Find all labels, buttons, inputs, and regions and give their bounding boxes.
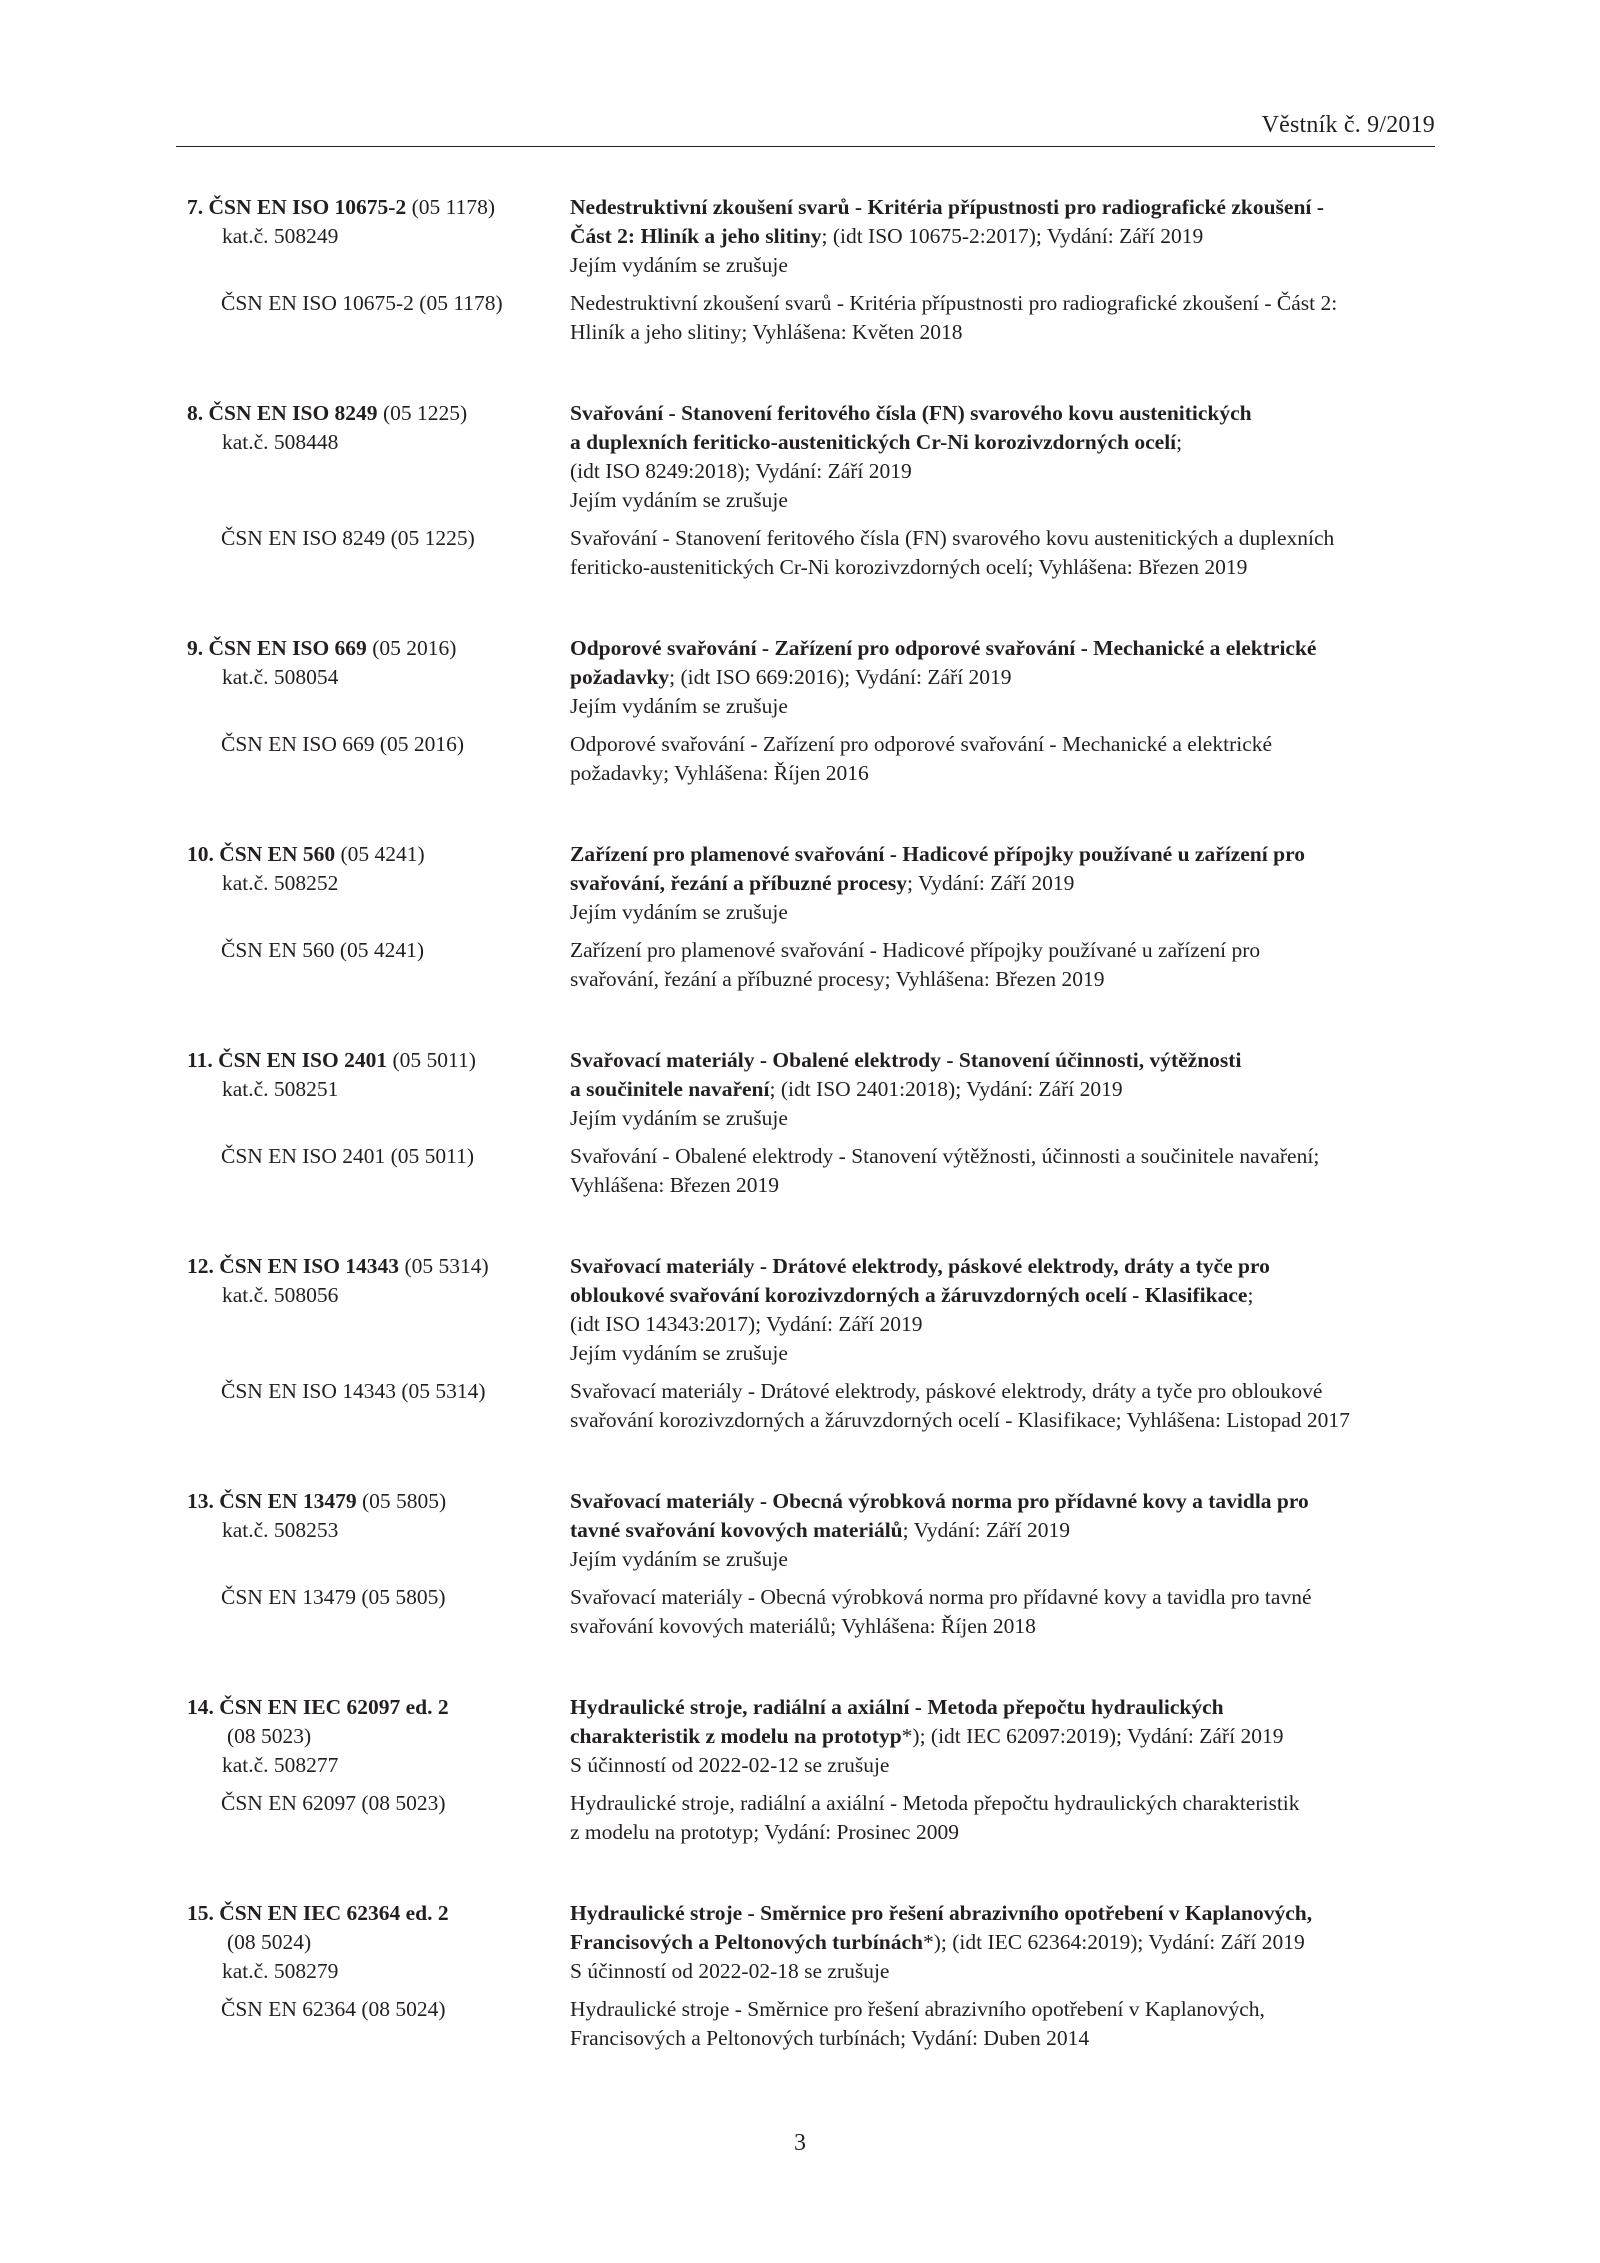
standard-classification: (05 5805) [356,1489,447,1513]
replaced-standard-code: ČSN EN 62364 (08 5024) [221,1997,446,2021]
description-text: *); (idt IEC 62364:2019); Vydání: Září 2019 [922,1930,1305,1954]
replaced-standard-code: ČSN EN ISO 669 (05 2016) [221,732,465,756]
standard-number-line [187,840,570,869]
new-standard-id [187,634,570,721]
description-text: Jejím vydáním se zrušuje [570,1547,788,1571]
replaced-standard-row [187,289,1435,347]
description-line [570,1751,1435,1780]
standard-classification: (08 5023) [227,1724,312,1748]
new-standard-description [570,634,1435,721]
standard-classification: (08 5024) [227,1930,312,1954]
replaced-standard-description [570,936,1435,994]
description-text: S účinností od 2022-02-12 se zrušuje [570,1753,890,1777]
description-line [570,1928,1435,1957]
standard-entry [187,193,1435,347]
description-text: (idt ISO 8249:2018); Vydání: Září 2019 [570,459,912,483]
description-line: Vyhlášena: Březen 2019 [570,1173,779,1197]
replaced-standard-code: ČSN EN 13479 (05 5805) [221,1585,446,1609]
standard-entry [187,1046,1435,1200]
standard-number-line [187,1046,570,1075]
replaced-standard-id [187,1789,570,1847]
replaced-standard-description [570,1995,1435,2053]
standard-number-line [187,1693,570,1722]
standard-code: 15. ČSN EN IEC 62364 ed. 2 [187,1901,449,1925]
replaced-standard-id [187,289,570,347]
description-line [570,222,1435,251]
description-line [570,399,1435,428]
replaced-standard-row [187,524,1435,582]
new-standard-row [187,1487,1435,1574]
new-standard-row [187,1046,1435,1133]
replaced-standard-id [187,1377,570,1435]
description-line: Nedestruktivní zkoušení svarů - Kritéria přípustnosti pro radiografické zkoušení - Část 2: [570,291,1338,315]
replaced-standard-description [570,1377,1435,1435]
new-standard-row [187,193,1435,280]
description-line: svařování, řezání a příbuzné procesy; Vyhlášena: Březen 2019 [570,967,1105,991]
standard-title: a součinitele navaření [570,1077,770,1101]
description-text: ; (idt ISO 669:2016); Vydání: Září 2019 [669,665,1012,689]
description-line [570,1957,1435,1986]
replaced-standard-description [570,524,1435,582]
description-line [570,1693,1435,1722]
new-standard-description [570,399,1435,515]
description-text: ; (idt ISO 2401:2018); Vydání: Září 2019 [769,1077,1123,1101]
standard-number-line [187,193,570,222]
description-line [570,486,1435,515]
standard-number-line [187,1252,570,1281]
description-line: požadavky; Vyhlášena: Říjen 2016 [570,761,869,785]
new-standard-description [570,1693,1435,1780]
standard-title: Svařovací materiály - Obecná výrobková norma pro přídavné kovy a tavidla pro [570,1489,1309,1513]
description-line [570,1339,1435,1368]
standard-code: 14. ČSN EN IEC 62097 ed. 2 [187,1695,449,1719]
description-text: ; Vydání: Září 2019 [902,1518,1071,1542]
description-text: Jejím vydáním se zrušuje [570,1106,788,1130]
description-line [570,634,1435,663]
replaced-standard-code: ČSN EN 560 (05 4241) [221,938,425,962]
description-line [570,428,1435,457]
description-text: ; [1176,430,1183,454]
replaced-standard-code: ČSN EN 62097 (08 5023) [221,1791,446,1815]
catalog-number: kat.č. 508251 [222,1077,339,1101]
new-standard-row [187,634,1435,721]
description-text: ; Vydání: Září 2019 [907,871,1075,895]
standard-title: Část 2: Hliník a jeho slitiny [570,224,822,248]
new-standard-id [187,840,570,927]
catalog-number: kat.č. 508448 [222,430,339,454]
description-text: ; [1247,1283,1254,1307]
replaced-standard-code: ČSN EN ISO 14343 (05 5314) [221,1379,486,1403]
new-standard-description [570,1046,1435,1133]
description-line [570,1104,1435,1133]
catalog-number: kat.č. 508054 [222,665,339,689]
catalog-number: kat.č. 508279 [222,1959,339,1983]
new-standard-description [570,1899,1435,1986]
replaced-standard-code: ČSN EN ISO 10675-2 (05 1178) [221,291,503,315]
replaced-standard-description [570,730,1435,788]
description-line: Odporové svařování - Zařízení pro odporové svařování - Mechanické a elektrické [570,732,1273,756]
standard-title: charakteristik z modelu na prototyp [570,1724,902,1748]
standard-title: a duplexních feriticko-austenitických Cr-Ni korozivzdorných ocelí [570,430,1177,454]
standard-number-line [187,1899,570,1928]
new-standard-id [187,193,570,280]
description-line [570,1722,1435,1751]
replaced-standard-id [187,524,570,582]
description-line [570,1516,1435,1545]
new-standard-id [187,1046,570,1133]
description-line [570,898,1435,927]
catalog-number: kat.č. 508056 [222,1283,339,1307]
new-standard-id [187,1693,570,1780]
replaced-standard-row [187,1995,1435,2053]
standard-classification: (05 5011) [387,1048,476,1072]
description-line: svařování korozivzdorných a žáruvzdorných ocelí - Klasifikace; Vyhlášena: Listopad 2017 [570,1408,1350,1432]
description-line: Hydraulické stroje, radiální a axiální - Metoda přepočtu hydraulických charakteristik [570,1791,1300,1815]
replaced-standard-code: ČSN EN ISO 8249 (05 1225) [221,526,475,550]
description-line [570,1046,1435,1075]
standard-number-line [187,634,570,663]
description-line: Svařování - Stanovení feritového čísla (FN) svarového kovu austenitických a duplexních [570,526,1335,550]
description-text: Jejím vydáním se zrušuje [570,694,788,718]
description-line: Hliník a jeho slitiny; Vyhlášena: Květen 2018 [570,320,963,344]
description-text: Jejím vydáním se zrušuje [570,1341,788,1365]
description-line [570,251,1435,280]
standard-title: obloukové svařování korozivzdorných a žáruvzdorných ocelí - Klasifikace [570,1283,1248,1307]
standard-entry [187,1252,1435,1435]
replaced-standard-id [187,936,570,994]
standard-code: 12. ČSN EN ISO 14343 [187,1254,400,1278]
standard-classification: (05 5314) [399,1254,489,1278]
standard-entry [187,399,1435,582]
standard-number-line [187,399,570,428]
standard-code: 8. ČSN EN ISO 8249 [187,401,378,425]
standard-title: Hydraulické stroje, radiální a axiální - Metoda přepočtu hydraulických [570,1695,1224,1719]
standard-classification: (05 1225) [377,401,468,425]
new-standard-row [187,1899,1435,1986]
description-line [570,1899,1435,1928]
standard-title: Svařování - Stanovení feritového čísla (FN) svarového kovu austenitických [570,401,1252,425]
standard-entry [187,1693,1435,1847]
classification-line [187,1722,570,1751]
new-standard-description [570,1487,1435,1574]
description-text: Jejím vydáním se zrušuje [570,488,788,512]
description-line [570,869,1435,898]
page-header [176,110,1435,147]
description-text: Jejím vydáním se zrušuje [570,900,788,924]
replaced-standard-row [187,730,1435,788]
standard-classification: (05 4241) [335,842,425,866]
standard-code: 9. ČSN EN ISO 669 [187,636,367,660]
replaced-standard-id [187,1995,570,2053]
standards-list [187,193,1435,2105]
standard-classification: (05 1178) [406,195,495,219]
description-line: feriticko-austenitických Cr-Ni korozivzdorných ocelí; Vyhlášena: Březen 2019 [570,555,1248,579]
replaced-standard-row [187,1789,1435,1847]
standard-title: Hydraulické stroje - Směrnice pro řešení abrazivního opotřebení v Kaplanových, [570,1901,1313,1925]
description-line [570,1310,1435,1339]
description-line: Zařízení pro plamenové svařování - Hadicové přípojky používané u zařízení pro [570,938,1261,962]
page-number: 3 [794,2130,806,2156]
replaced-standard-description [570,289,1435,347]
new-standard-row [187,1693,1435,1780]
description-line: Svařování - Obalené elektrody - Stanovení výtěžnosti, účinnosti a součinitele navaření; [570,1144,1320,1168]
description-line [570,663,1435,692]
standard-title: tavné svařování kovových materiálů [570,1518,903,1542]
catalog-number: kat.č. 508253 [222,1518,339,1542]
standard-code: 13. ČSN EN 13479 [187,1489,357,1513]
catalog-number: kat.č. 508249 [222,224,339,248]
description-text: (idt ISO 14343:2017); Vydání: Září 2019 [570,1312,923,1336]
replaced-standard-row [187,1377,1435,1435]
description-line [570,1545,1435,1574]
description-line [570,840,1435,869]
description-text: ; (idt ISO 10675-2:2017); Vydání: Září 2019 [821,224,1204,248]
new-standard-id [187,399,570,515]
replaced-standard-code: ČSN EN ISO 2401 (05 5011) [221,1144,475,1168]
description-line: Svařovací materiály - Obecná výrobková norma pro přídavné kovy a tavidla pro tavné [570,1585,1312,1609]
description-line [570,1252,1435,1281]
standard-code: 7. ČSN EN ISO 10675-2 [187,195,407,219]
new-standard-id [187,1252,570,1368]
replaced-standard-description [570,1583,1435,1641]
header-title: Věstník č. 9/2019 [1261,112,1435,138]
new-standard-id [187,1487,570,1574]
standard-title: požadavky [570,665,670,689]
new-standard-row [187,399,1435,515]
standard-title: svařování, řezání a příbuzné procesy [570,871,908,895]
standard-code: 11. ČSN EN ISO 2401 [187,1048,388,1072]
standard-number-line [187,1487,570,1516]
description-line [570,193,1435,222]
standard-title: Zařízení pro plamenové svařování - Hadicové přípojky používané u zařízení pro [570,842,1305,866]
description-line [570,1075,1435,1104]
classification-line [187,1928,570,1957]
new-standard-description [570,1252,1435,1368]
description-line: svařování kovových materiálů; Vyhlášena: Říjen 2018 [570,1614,1036,1638]
new-standard-row [187,840,1435,927]
replaced-standard-id [187,1142,570,1200]
description-line [570,692,1435,721]
description-text: Jejím vydáním se zrušuje [570,253,788,277]
standard-entry [187,634,1435,788]
description-line: Hydraulické stroje - Směrnice pro řešení abrazivního opotřebení v Kaplanových, [570,1997,1265,2021]
replaced-standard-row [187,1583,1435,1641]
description-line [570,1487,1435,1516]
description-line [570,457,1435,486]
new-standard-description [570,840,1435,927]
new-standard-row [187,1252,1435,1368]
standard-classification: (05 2016) [366,636,457,660]
standard-title: Francisových a Peltonových turbínách [570,1930,923,1954]
standard-code: 10. ČSN EN 560 [187,842,336,866]
standard-entry [187,1487,1435,1641]
replaced-standard-id [187,1583,570,1641]
standard-entry [187,840,1435,994]
replaced-standard-row [187,936,1435,994]
description-line: Francisových a Peltonových turbínách; Vydání: Duben 2014 [570,2026,1090,2050]
replaced-standard-row [187,1142,1435,1200]
standard-title: Nedestruktivní zkoušení svarů - Kritéria přípustnosti pro radiografické zkoušení - [570,195,1324,219]
description-line [570,1281,1435,1310]
standard-title: Svařovací materiály - Drátové elektrody, páskové elektrody, dráty a tyče pro [570,1254,1270,1278]
new-standard-id [187,1899,570,1986]
standard-entry [187,1899,1435,2053]
description-line: Svařovací materiály - Drátové elektrody, páskové elektrody, dráty a tyče pro obloukové [570,1379,1323,1403]
replaced-standard-description [570,1789,1435,1847]
catalog-number: kat.č. 508277 [222,1753,339,1777]
description-text: *); (idt IEC 62097:2019); Vydání: Září 2019 [901,1724,1284,1748]
description-line: z modelu na prototyp; Vydání: Prosinec 2009 [570,1820,959,1844]
standard-title: Svařovací materiály - Obalené elektrody - Stanovení účinnosti, výtěžnosti [570,1048,1242,1072]
standard-title: Odporové svařování - Zařízení pro odporové svařování - Mechanické a elektrické [570,636,1317,660]
catalog-number: kat.č. 508252 [222,871,339,895]
replaced-standard-description [570,1142,1435,1200]
replaced-standard-id [187,730,570,788]
description-text: S účinností od 2022-02-18 se zrušuje [570,1959,890,1983]
new-standard-description [570,193,1435,280]
